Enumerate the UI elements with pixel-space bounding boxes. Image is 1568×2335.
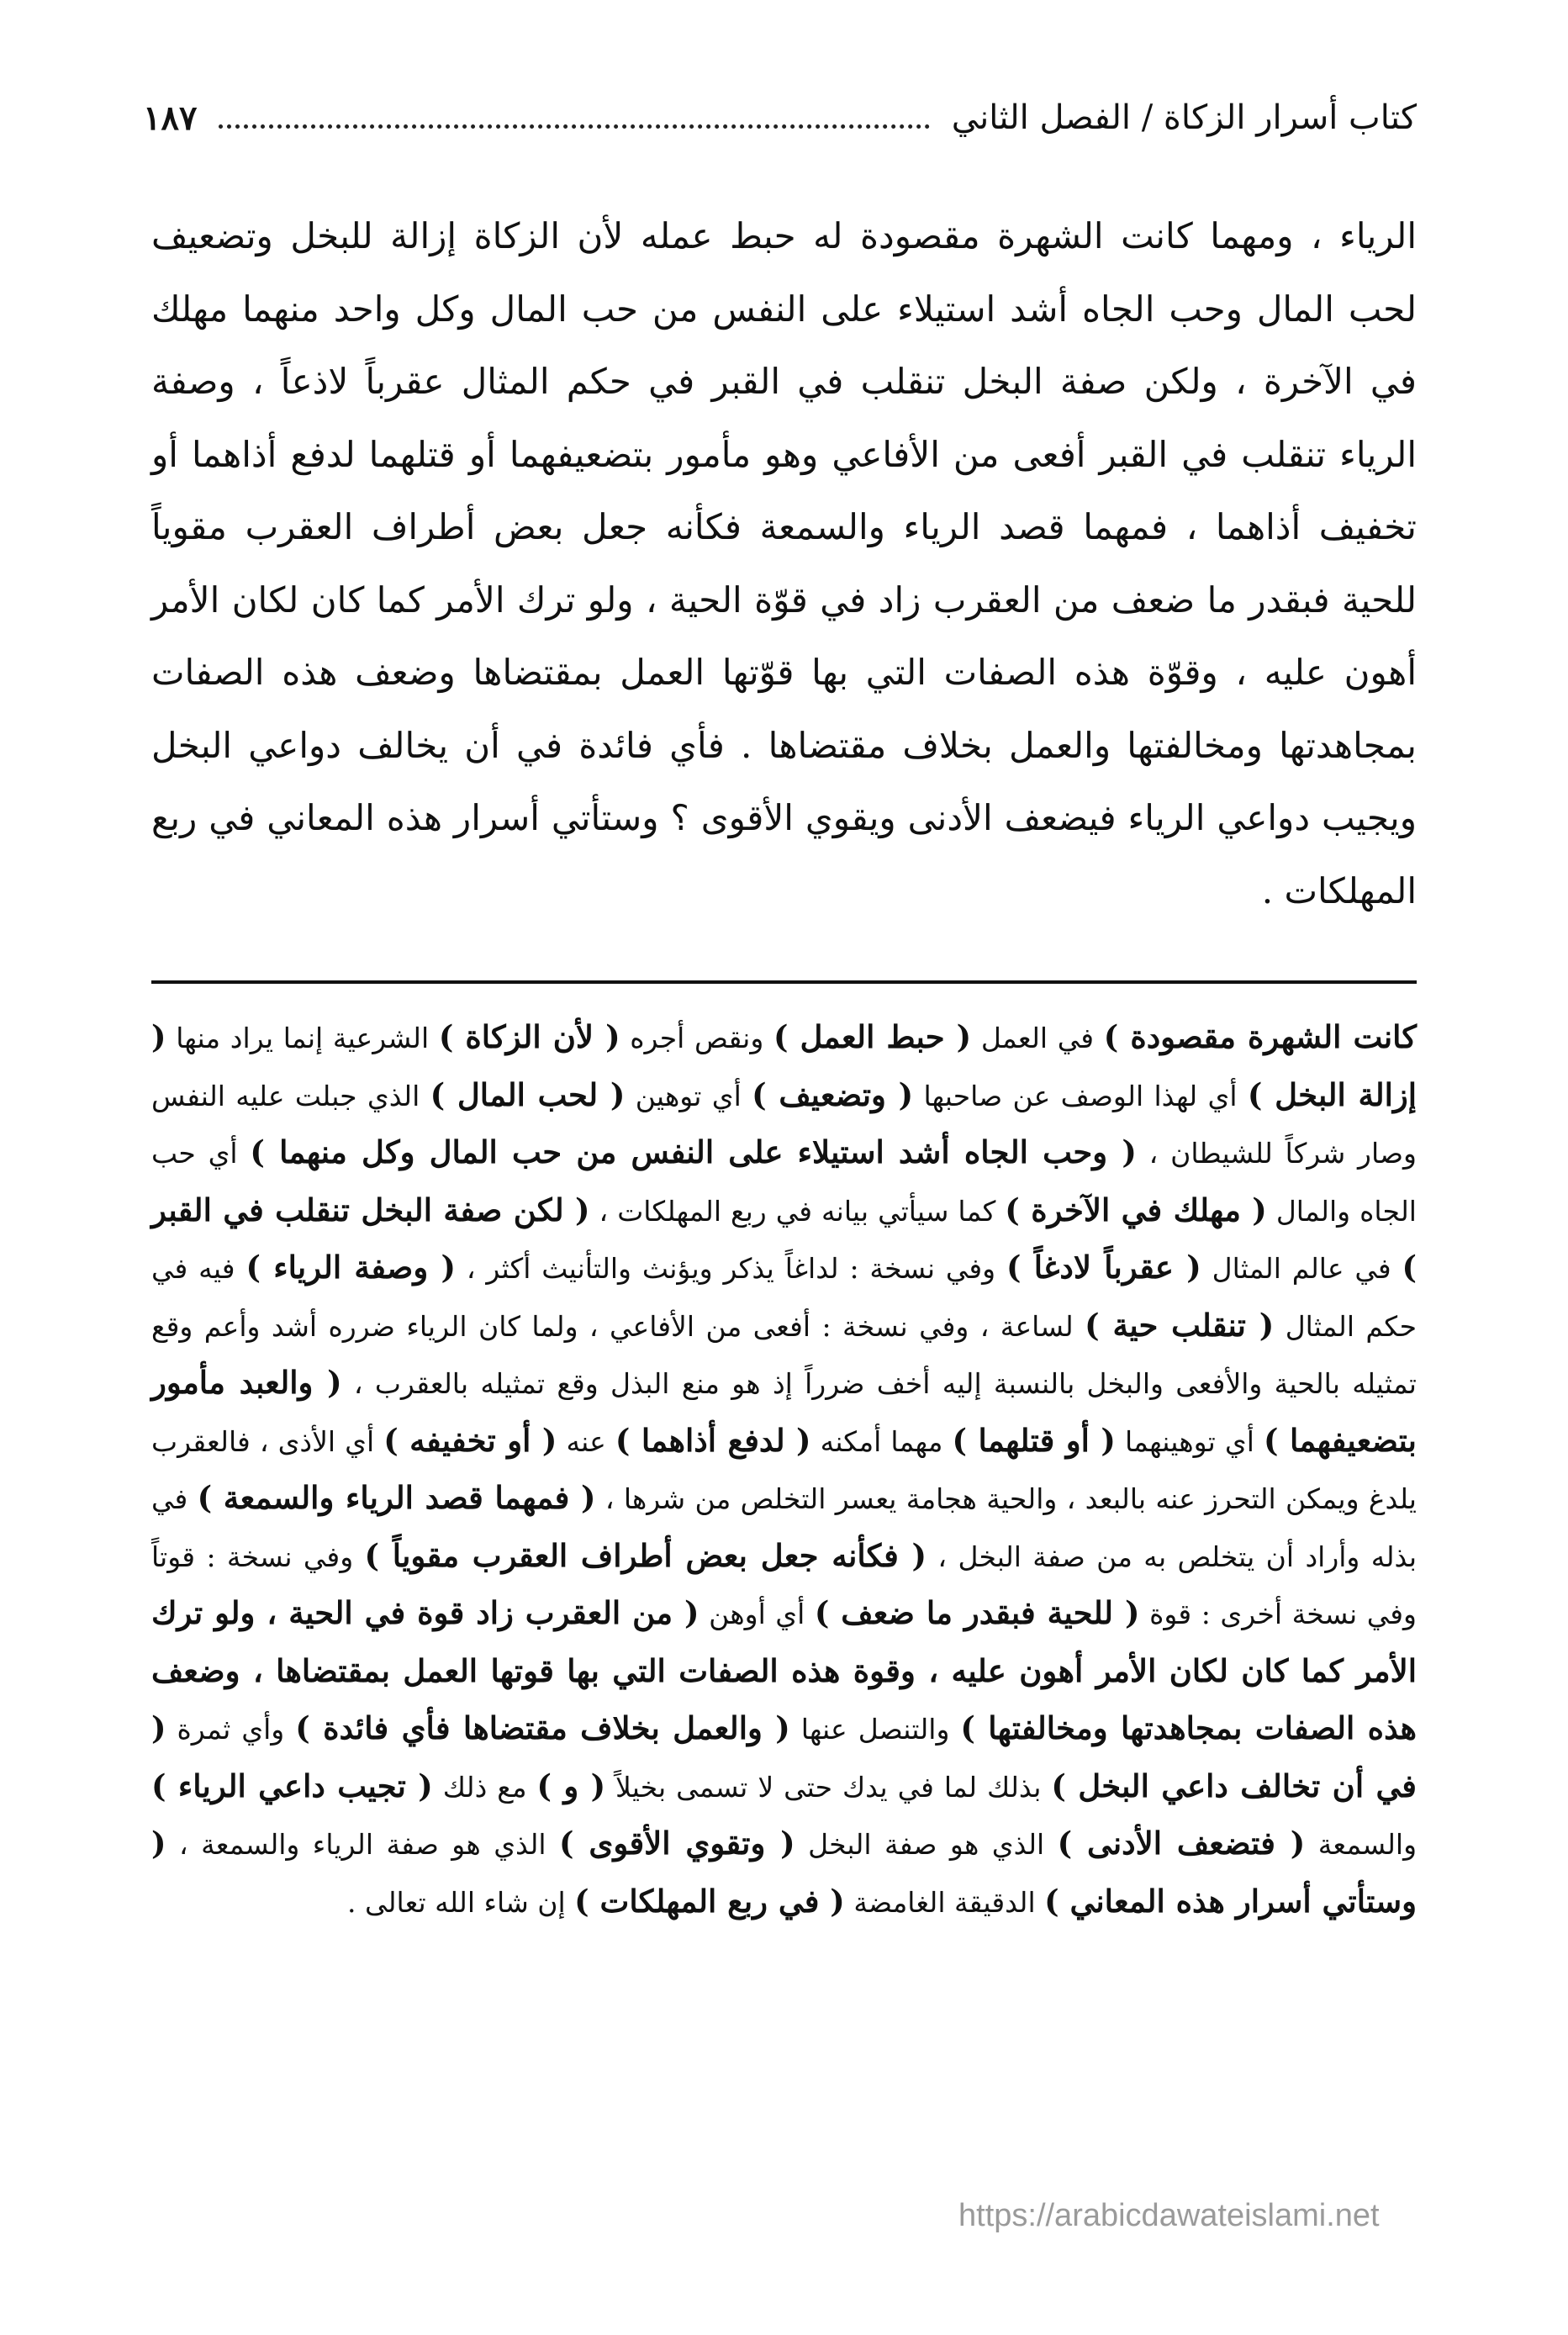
main-text: الرياء ، ومهما كانت الشهرة مقصودة له حبط عمله لأن الزكاة إزالة للبخل وتضعيف لحب المال وحب الجاه أشد استيلاء على النفس من حب المال وكل واحد منهما مهلك في الآخرة ، ولكن صفة البخل تنقلب في القبر في حكم المثال عقرباً لاذعاً ، وصفة الرياء تنقلب في القبر أفعى من الأفاعي وهو مأمور بتضعيفهما أو قتلهما لدفع أذاهما أو تخفيف أذاهما ، فمهما قصد الرياء والسمعة فكأنه جعل بعض أطراف العقرب مقوياً للحية فبقدر ما ضعف من العقرب زاد في قوّة الحية ، ولو ترك الأمر كما كان لكان الأمر أهون عليه ، وقوّة هذه الصفات التي بها قوّتها العمل بمقتضاها وضعف هذه الصفات بمجاهدتها ومخالفتها والعمل بخلاف مقتضاها . فأي فائدة في أن يخالف دواعي البخل ويجيب دواعي الرياء فيضعف الأدنى ويقوي الأقوى ؟ وستأتي أسرار هذه المعاني في ربع المهلكات . bbox=[151, 215, 1417, 911]
commentary-segment: عنه bbox=[557, 1424, 615, 1458]
quoted-phrase: ( في ربع المهلكات ) bbox=[574, 1882, 845, 1920]
quoted-phrase: ( مهلك في الآخرة ) bbox=[1005, 1191, 1267, 1228]
commentary-segment: والسمعة bbox=[1305, 1828, 1418, 1861]
quoted-phrase: ( للحية فبقدر ما ضعف ) bbox=[814, 1594, 1140, 1631]
quoted-phrase: ( وتقوي الأقوى ) bbox=[559, 1825, 795, 1862]
quoted-phrase: ( وحب الجاه أشد استيلاء على النفس من حب المال وكل منهما ) bbox=[250, 1133, 1137, 1170]
commentary-segment: أي توهينهما bbox=[1115, 1424, 1264, 1458]
commentary-segment: الذي هو صفة الرياء والسمعة ، bbox=[166, 1828, 560, 1861]
commentary-segment: أي أوهن bbox=[699, 1598, 815, 1630]
watermark-url: https://arabicdawateislami.net bbox=[958, 2198, 1380, 2233]
commentary-segment: الذي هو صفة البخل bbox=[795, 1828, 1058, 1861]
quoted-phrase: ( عقرباً لادغاً ) bbox=[1006, 1249, 1201, 1286]
commentary-segment: الشرعية إنما يراد منها bbox=[166, 1022, 439, 1054]
quoted-phrase: ( من العقرب زاد قوة في الحية ، ولو ترك الأمر كما كان لكان الأمر أهون عليه ، وقوة هذه الصفات التي بها قوتها العمل بمقتضاها ، وضعف هذه الصفات بمجاهدتها ومخالفتها ) bbox=[151, 1594, 1417, 1746]
quoted-phrase: كانت الشهرة مقصودة ) bbox=[1103, 1018, 1418, 1055]
quoted-phrase: ( فكأنه جعل بعض أطراف العقرب مقوياً ) bbox=[364, 1536, 927, 1574]
commentary-segment: الذي جبلت عليه النفس وصار شركاً للشيطان ، bbox=[151, 1079, 1417, 1170]
quoted-phrase: ( أو تخفيفه ) bbox=[383, 1421, 557, 1459]
commentary-segment: والتنصل عنها bbox=[789, 1713, 961, 1746]
commentary-segment: مع ذلك bbox=[432, 1770, 537, 1804]
quoted-phrase: ( أو قتلهما ) bbox=[952, 1421, 1116, 1459]
quoted-phrase: ( تنقلب حية ) bbox=[1085, 1306, 1275, 1344]
commentary-segment: أي حب الجاه والمال bbox=[151, 1137, 1417, 1228]
commentary-segment: في عالم المثال bbox=[1201, 1252, 1402, 1285]
commentary-segment: فيه في حكم المثال bbox=[151, 1252, 1417, 1343]
footnote-divider bbox=[151, 980, 1417, 984]
commentary-segment: مهما أمكنه bbox=[810, 1424, 953, 1458]
quoted-phrase: ( تجيب داعي الرياء ) bbox=[151, 1767, 433, 1804]
quoted-phrase: ( لدفع أذاهما ) bbox=[615, 1421, 811, 1459]
quoted-phrase: ( في أن تخالف داعي البخل ) bbox=[151, 1709, 1417, 1804]
commentary-segment: وأي ثمرة bbox=[166, 1713, 296, 1746]
quoted-phrase: ( لأن الزكاة ) bbox=[438, 1018, 620, 1055]
quoted-phrase: ( وستأتي أسرار هذه المعاني ) bbox=[151, 1825, 1417, 1920]
commentary-segment: أي توهين bbox=[625, 1079, 752, 1112]
commentary-segment: ونقص أجره bbox=[620, 1022, 773, 1054]
quoted-phrase: ( و ) bbox=[536, 1767, 606, 1804]
quoted-phrase: ( والعمل بخلاف مقتضاها فأي فائدة ) bbox=[295, 1709, 790, 1746]
running-header bbox=[143, 84, 1417, 151]
quoted-phrase: ( إزالة البخل ) bbox=[151, 1018, 1418, 1113]
commentary-segment: لساعة ، وفي نسخة : أفعى من الأفاعي ، ولما كان الرياء ضرره أشد وأعم وقع تمثيله بالحية والأفعى والبخل بالنسبة إليه أخف ضرراً إذ هو منع البذل وقع تمثيله بالعقرب ، bbox=[151, 1309, 1417, 1400]
commentary-segment: كما سيأتي بيانه في ربع المهلكات ، bbox=[589, 1194, 1006, 1228]
header-title: كتاب أسرار الزكاة / الفصل الثاني bbox=[951, 98, 1417, 137]
quoted-phrase: ( حبط العمل ) bbox=[773, 1018, 972, 1055]
commentary-segment: أي لهذا الوصف عن صاحبها bbox=[913, 1079, 1248, 1112]
page-number: ١٨٧ bbox=[143, 98, 198, 138]
commentary-segment: أي الأذى ، فالعقرب يلدغ ويمكن التحرز عنه بالبعد ، والحية هجامة يعسر التخلص من شرها ، bbox=[151, 1424, 1417, 1515]
quoted-phrase: ( وصفة الرياء ) bbox=[245, 1249, 456, 1286]
quoted-phrase: ( لكن صفة البخل تنقلب في القبر ) bbox=[151, 1191, 1418, 1286]
commentary-segment: الدقيقة الغامضة bbox=[844, 1885, 1045, 1919]
commentary-segment: إن شاء الله تعالى . bbox=[346, 1885, 575, 1919]
commentary-segment: في العمل bbox=[971, 1022, 1104, 1054]
quoted-phrase: ( فتضعف الأدنى ) bbox=[1057, 1825, 1306, 1862]
commentary-segment: بذلك لما في يدك حتى لا تسمى بخيلاً bbox=[605, 1770, 1052, 1804]
quoted-phrase: ( فمهما قصد الرياء والسمعة ) bbox=[197, 1479, 596, 1516]
commentary-text bbox=[151, 1009, 1417, 1931]
quoted-phrase: ( لحب المال ) bbox=[430, 1075, 626, 1113]
header-dot-leader bbox=[219, 118, 929, 129]
quoted-phrase: ( والعبد مأمور بتضعيفهما ) bbox=[151, 1364, 1417, 1459]
commentary-segment: وفي نسخة : لداغاً يذكر ويؤنث والتأنيث أكثر ، bbox=[455, 1252, 1006, 1285]
commentary-segment: وفي نسخة : قوتاً وفي نسخة أخرى : قوة bbox=[151, 1540, 1417, 1630]
quoted-phrase: ( وتضعيف ) bbox=[752, 1075, 914, 1113]
commentary-segment: في بذله وأراد أن يتخلص به من صفة البخل ، bbox=[151, 1482, 1417, 1573]
